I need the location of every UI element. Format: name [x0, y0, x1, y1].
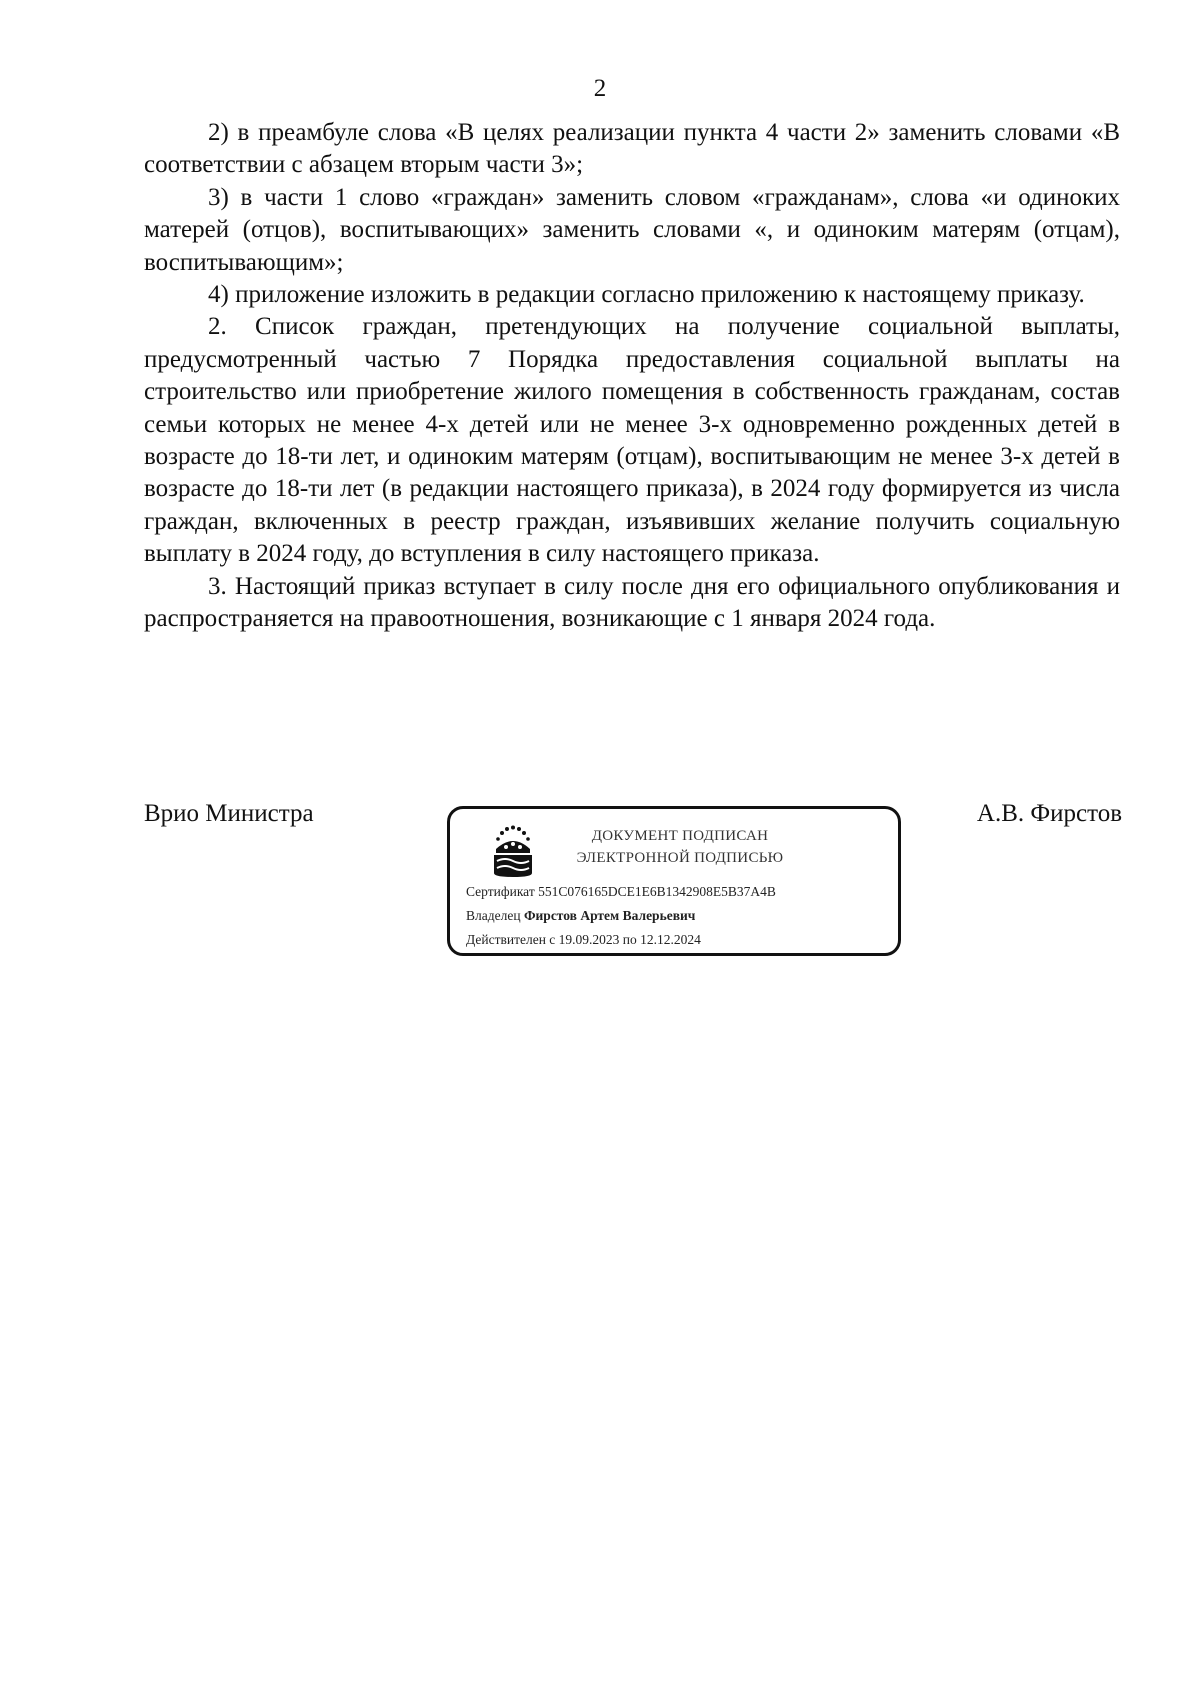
- stamp-certificate-value: 551C076165DCE1E6B1342908E5B37A4B: [538, 884, 776, 899]
- stamp-validity: [466, 931, 701, 949]
- regional-coat-of-arms-icon: [488, 823, 538, 879]
- stamp-title: [560, 825, 800, 869]
- paragraph-appendix-amendment: 4) приложение изложить в редакции согласно приложению к настоящему приказу.: [208, 281, 1085, 309]
- signatory-position: Врио Министра: [144, 800, 314, 827]
- stamp-valid-from: 19.09.2023: [558, 932, 620, 947]
- stamp-owner-label: Владелец: [466, 908, 521, 923]
- stamp-owner: [466, 907, 695, 925]
- electronic-signature-stamp: [447, 806, 901, 956]
- stamp-title-line-2: ЭЛЕКТРОННОЙ ПОДПИСЬЮ: [576, 850, 784, 866]
- stamp-certificate-label: Сертификат: [466, 884, 535, 899]
- paragraph-part1-amendment: 3) в части 1 слово «граждан» заменить словом «гражданам», слова «и одиноких матерей (отцов), воспитывающих» заменить словами «, и одиноким матерям (отцам), воспитывающим»;: [144, 183, 1120, 276]
- stamp-valid-to-label: по: [622, 932, 637, 947]
- stamp-certificate: [466, 883, 776, 901]
- paragraph-item-3: 3. Настоящий приказ вступает в силу после дня его официального опубликования и распространяется на правоотношения, возникающие с 1 января 2024 года.: [144, 572, 1120, 633]
- document-body: [144, 117, 1120, 636]
- stamp-valid-to: 12.12.2024: [640, 932, 701, 947]
- stamp-title-line-1: ДОКУМЕНТ ПОДПИСАН: [591, 828, 769, 844]
- paragraph-item-2: 2. Список граждан, претендующих на получение социальной выплаты, предусмотренный частью 7 Порядка предоставления социальной выплаты на строительство или приобретение жилого помещения в собственность гражданам, состав семьи которых не менее 4-х детей или не менее 3-х одновременно рожденных детей в возрасте до 18-ти лет, и одиноким матерям (отцам), воспитывающим не менее 3-х детей в возрасте до 18-ти лет (в редакции настоящего приказа), в 2024 году формируется из числа граждан, включенных в реестр граждан, изъявивших желание получить социальную выплату в 2024 году, до вступления в силу настоящего приказа.: [144, 313, 1120, 568]
- page-number: 2: [593, 75, 607, 102]
- signatory-name: А.В. Фирстов: [976, 800, 1122, 827]
- paragraph-preamble-amendment: 2) в преамбуле слова «В целях реализации пункта 4 части 2» заменить словами «В соответствии с абзацем вторым части 3»;: [144, 119, 1120, 179]
- stamp-owner-value: Фирстов Артем Валерьевич: [523, 908, 696, 923]
- stamp-valid-label: Действителен с: [466, 932, 556, 947]
